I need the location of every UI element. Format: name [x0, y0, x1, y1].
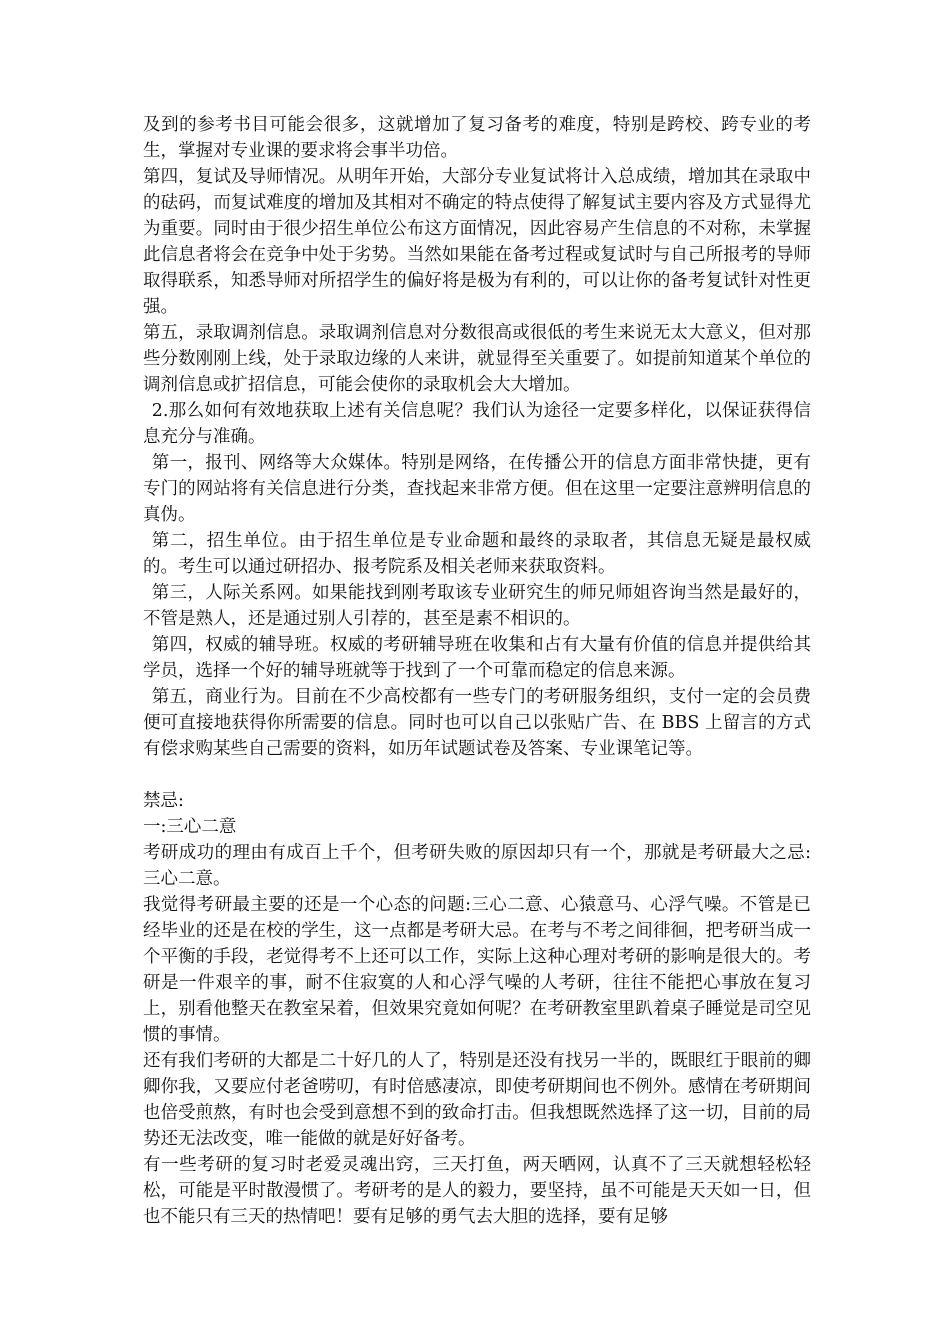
paragraph-interview-advisor: 第四，复试及导师情况。从明年开始，大部分专业复试将计入总成绩，增加其在录取中的砝码，而复试难度的增加及其相对不确定的特点使得了解复试主要内容及方式显得尤为重要。同时由于很少招生单位公布这方面情况，因此容易产生信息的不对称，未掌握此信息者将会在竞争中处于劣势。当然如果能在备考过程或复试时与自己所报考的导师取得联系，知悉导师对所招学生的偏好将是极为有利的，可以让你的备考复试针对性更强。 — [143, 167, 811, 317]
blank-line — [143, 762, 811, 788]
paragraph-mass-media: 第一，报刊、网络等大众媒体。特别是网络，在传播公开的信息方面非常快捷，更有专门的网站将有关信息进行分类，查找起来非常方便。但在这里一定要注意辨明信息的真伪。 — [143, 453, 811, 525]
section-heading-taboos: 禁忌: — [143, 791, 184, 811]
paragraph-failure-reason: 考研成功的理由有成百上千个，但考研失败的原因却只有一个，那就是考研最大之忌:三心二意。 — [143, 843, 811, 889]
paragraph-how-to-obtain: 2.那么如何有效地获取上述有关信息呢？我们认为途径一定要多样化，以保证获得信息充分与准确。 — [143, 401, 811, 447]
subheading-half-hearted: 一:三心二意 — [143, 817, 237, 837]
paragraph-commercial: 第五，商业行为。目前在不少高校都有一些专门的考研服务组织，支付一定的会员费便可直接地获得你所需要的信息。同时也可以自己以张贴广告、在 BBS 上留言的方式有偿求购某些自己需要的资料，如历年试题试卷及答案、专业课笔记等。 — [143, 687, 811, 759]
document-body — [143, 112, 811, 1230]
paragraph-tutoring-class: 第四，权威的辅导班。权威的考研辅导班在收集和占有大量有价值的信息并提供给其学员，选择一个好的辅导班就等于找到了一个可靠而稳定的信息来源。 — [143, 635, 811, 681]
paragraph-personal-network: 第三，人际关系网。如果能找到刚考取该专业研究生的师兄师姐咨询当然是最好的，不管是熟人，还是通过别人引荐的，甚至是素不相识的。 — [143, 583, 811, 629]
paragraph-emotions: 还有我们考研的大都是二十好几的人了，特别是还没有找另一半的，既眼红于眼前的卿卿你我，又要应付老爸唠叨，有时倍感凄凉，即使考研期间也不例外。感情在考研期间也倍受煎熬，有时也会受到意想不到的致命打击。但我想既然选择了这一切，目前的局势还无法改变，唯一能做的就是好好备考。 — [143, 1051, 811, 1149]
paragraph-mindset: 我觉得考研最主要的还是一个心态的问题:三心二意、心猿意马、心浮气噪。不管是已经毕业的还是在校的学生，这一点都是考研大忌。在考与不考之间徘徊，把考研当成一个平衡的手段，老觉得考不上还可以工作，实际上这种心理对考研的影响是很大的。考研是一件艰辛的事，耐不住寂寞的人和心浮气噪的人考研，往往不能把心事放在复习上，别看他整天在教室呆着，但效果究竟如何呢？在考研教室里趴着桌子睡觉是司空见惯的事情。 — [143, 895, 811, 1045]
paragraph-adjustment-info: 第五，录取调剂信息。录取调剂信息对分数很高或很低的考生来说无太大意义，但对那些分数刚刚上线，处于录取边缘的人来讲，就显得至关重要了。如提前知道某个单位的调剂信息或扩招信息，可能会使你的录取机会大大增加。 — [143, 323, 811, 395]
paragraph-recruiting-units: 第二，招生单位。由于招生单位是专业命题和最终的录取者，其信息无疑是最权威的。考生可以通过研招办、报考院系及相关老师来获取资料。 — [143, 531, 811, 577]
paragraph-continuation: 及到的参考书目可能会很多，这就增加了复习备考的难度，特别是跨校、跨专业的考生，掌握对专业课的要求将会事半功倍。 — [143, 115, 811, 161]
paragraph-persistence: 有一些考研的复习时老爱灵魂出窍，三天打鱼，两天晒网，认真不了三天就想轻松轻松，可能是平时散漫惯了。考研考的是人的毅力，要坚持，虽不可能是天天如一日，但也不能只有三天的热情吧！要有足够的勇气去大胆的选择，要有足够 — [143, 1155, 811, 1227]
